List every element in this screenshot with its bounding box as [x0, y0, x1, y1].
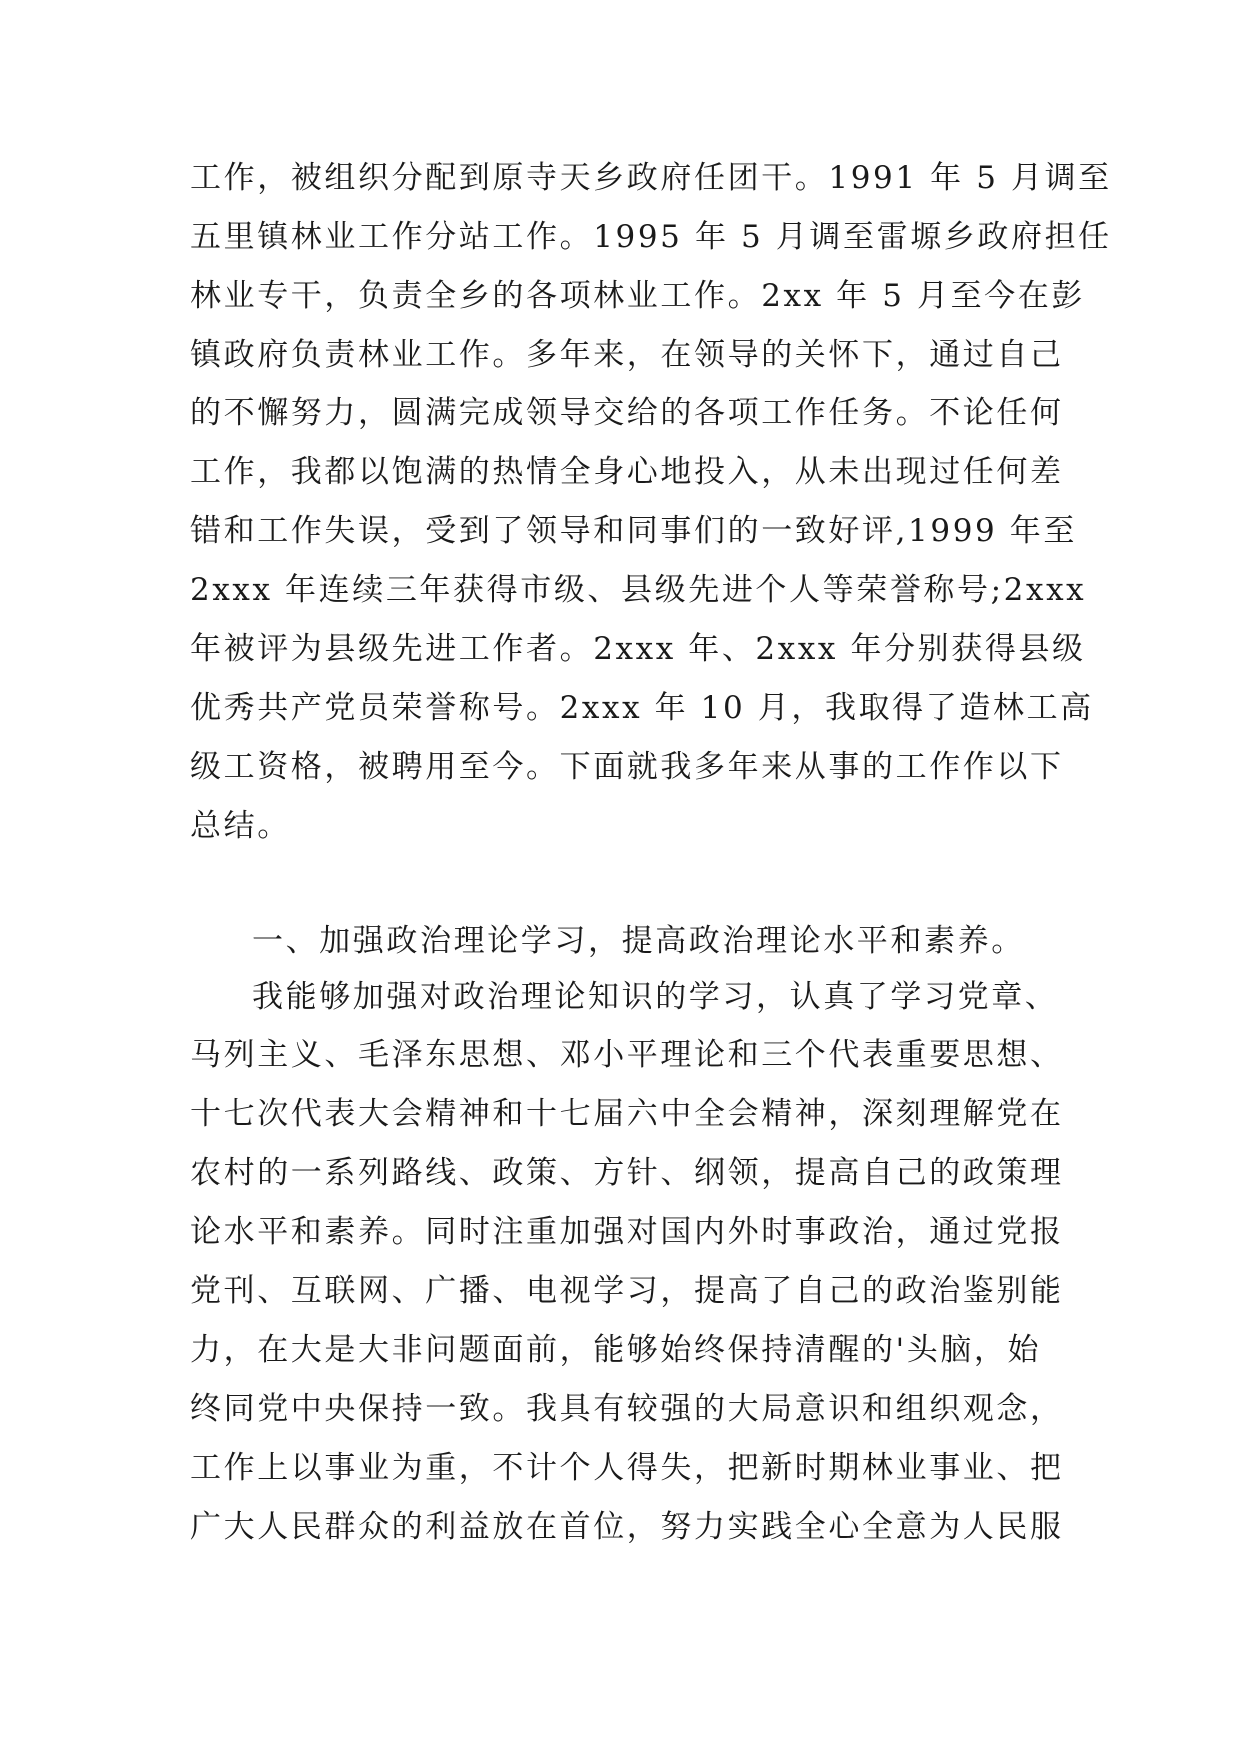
paragraph-line: 工作，我都以饱满的热情全身心地投入，从未出现过任何差 — [190, 454, 1064, 490]
paragraph-line: 总结。 — [190, 808, 291, 844]
paragraph-line: 年被评为县级先进工作者。2xxx 年、2xxx 年分别获得县级 — [190, 631, 1086, 667]
paragraph-line: 十七次代表大会精神和十七届六中全会精神，深刻理解党在 — [190, 1096, 1064, 1132]
paragraph-line: 我能够加强对政治理论知识的学习，认真了学习党章、 — [252, 979, 1059, 1015]
paragraph-line: 工作，被组织分配到原寺天乡政府任团干。1991 年 5 月调至 — [190, 160, 1112, 196]
paragraph-line: 广大人民群众的利益放在首位，努力实践全心全意为人民服 — [190, 1509, 1064, 1545]
paragraph-line: 马列主义、毛泽东思想、邓小平理论和三个代表重要思想、 — [190, 1037, 1064, 1073]
paragraph-line: 论水平和素养。同时注重加强对国内外时事政治，通过党报 — [190, 1214, 1064, 1250]
paragraph-line: 镇政府负责林业工作。多年来，在领导的关怀下，通过自己 — [190, 337, 1064, 373]
paragraph-line: 林业专干，负责全乡的各项林业工作。2xx 年 5 月至今在彭 — [190, 278, 1085, 314]
paragraph-line: 五里镇林业工作分站工作。1995 年 5 月调至雷塬乡政府担任 — [190, 219, 1112, 255]
paragraph-line: 2xxx 年连续三年获得市级、县级先进个人等荣誉称号;2xxx — [190, 572, 1087, 608]
paragraph-line: 力，在大是大非问题面前，能够始终保持清醒的'头脑，始 — [190, 1332, 1042, 1368]
paragraph-line: 农村的一系列路线、政策、方针、纲领，提高自己的政策理 — [190, 1155, 1064, 1191]
paragraph-line: 的不懈努力，圆满完成领导交给的各项工作任务。不论任何 — [190, 395, 1064, 431]
paragraph-line: 工作上以事业为重，不计个人得失，把新时期林业事业、把 — [190, 1450, 1064, 1486]
paragraph-line: 党刊、互联网、广播、电视学习，提高了自己的政治鉴别能 — [190, 1273, 1064, 1309]
paragraph-line: 错和工作失误，受到了领导和同事们的一致好评,1999 年至 — [190, 513, 1077, 549]
section-heading: 一、加强政治理论学习，提高政治理论水平和素养。 — [252, 923, 1025, 959]
paragraph-line: 终同党中央保持一致。我具有较强的大局意识和组织观念， — [190, 1391, 1064, 1427]
paragraph-line: 优秀共产党员荣誉称号。2xxx 年 10 月，我取得了造林工高 — [190, 690, 1094, 726]
paragraph-line: 级工资格，被聘用至今。下面就我多年来从事的工作作以下 — [190, 749, 1064, 785]
